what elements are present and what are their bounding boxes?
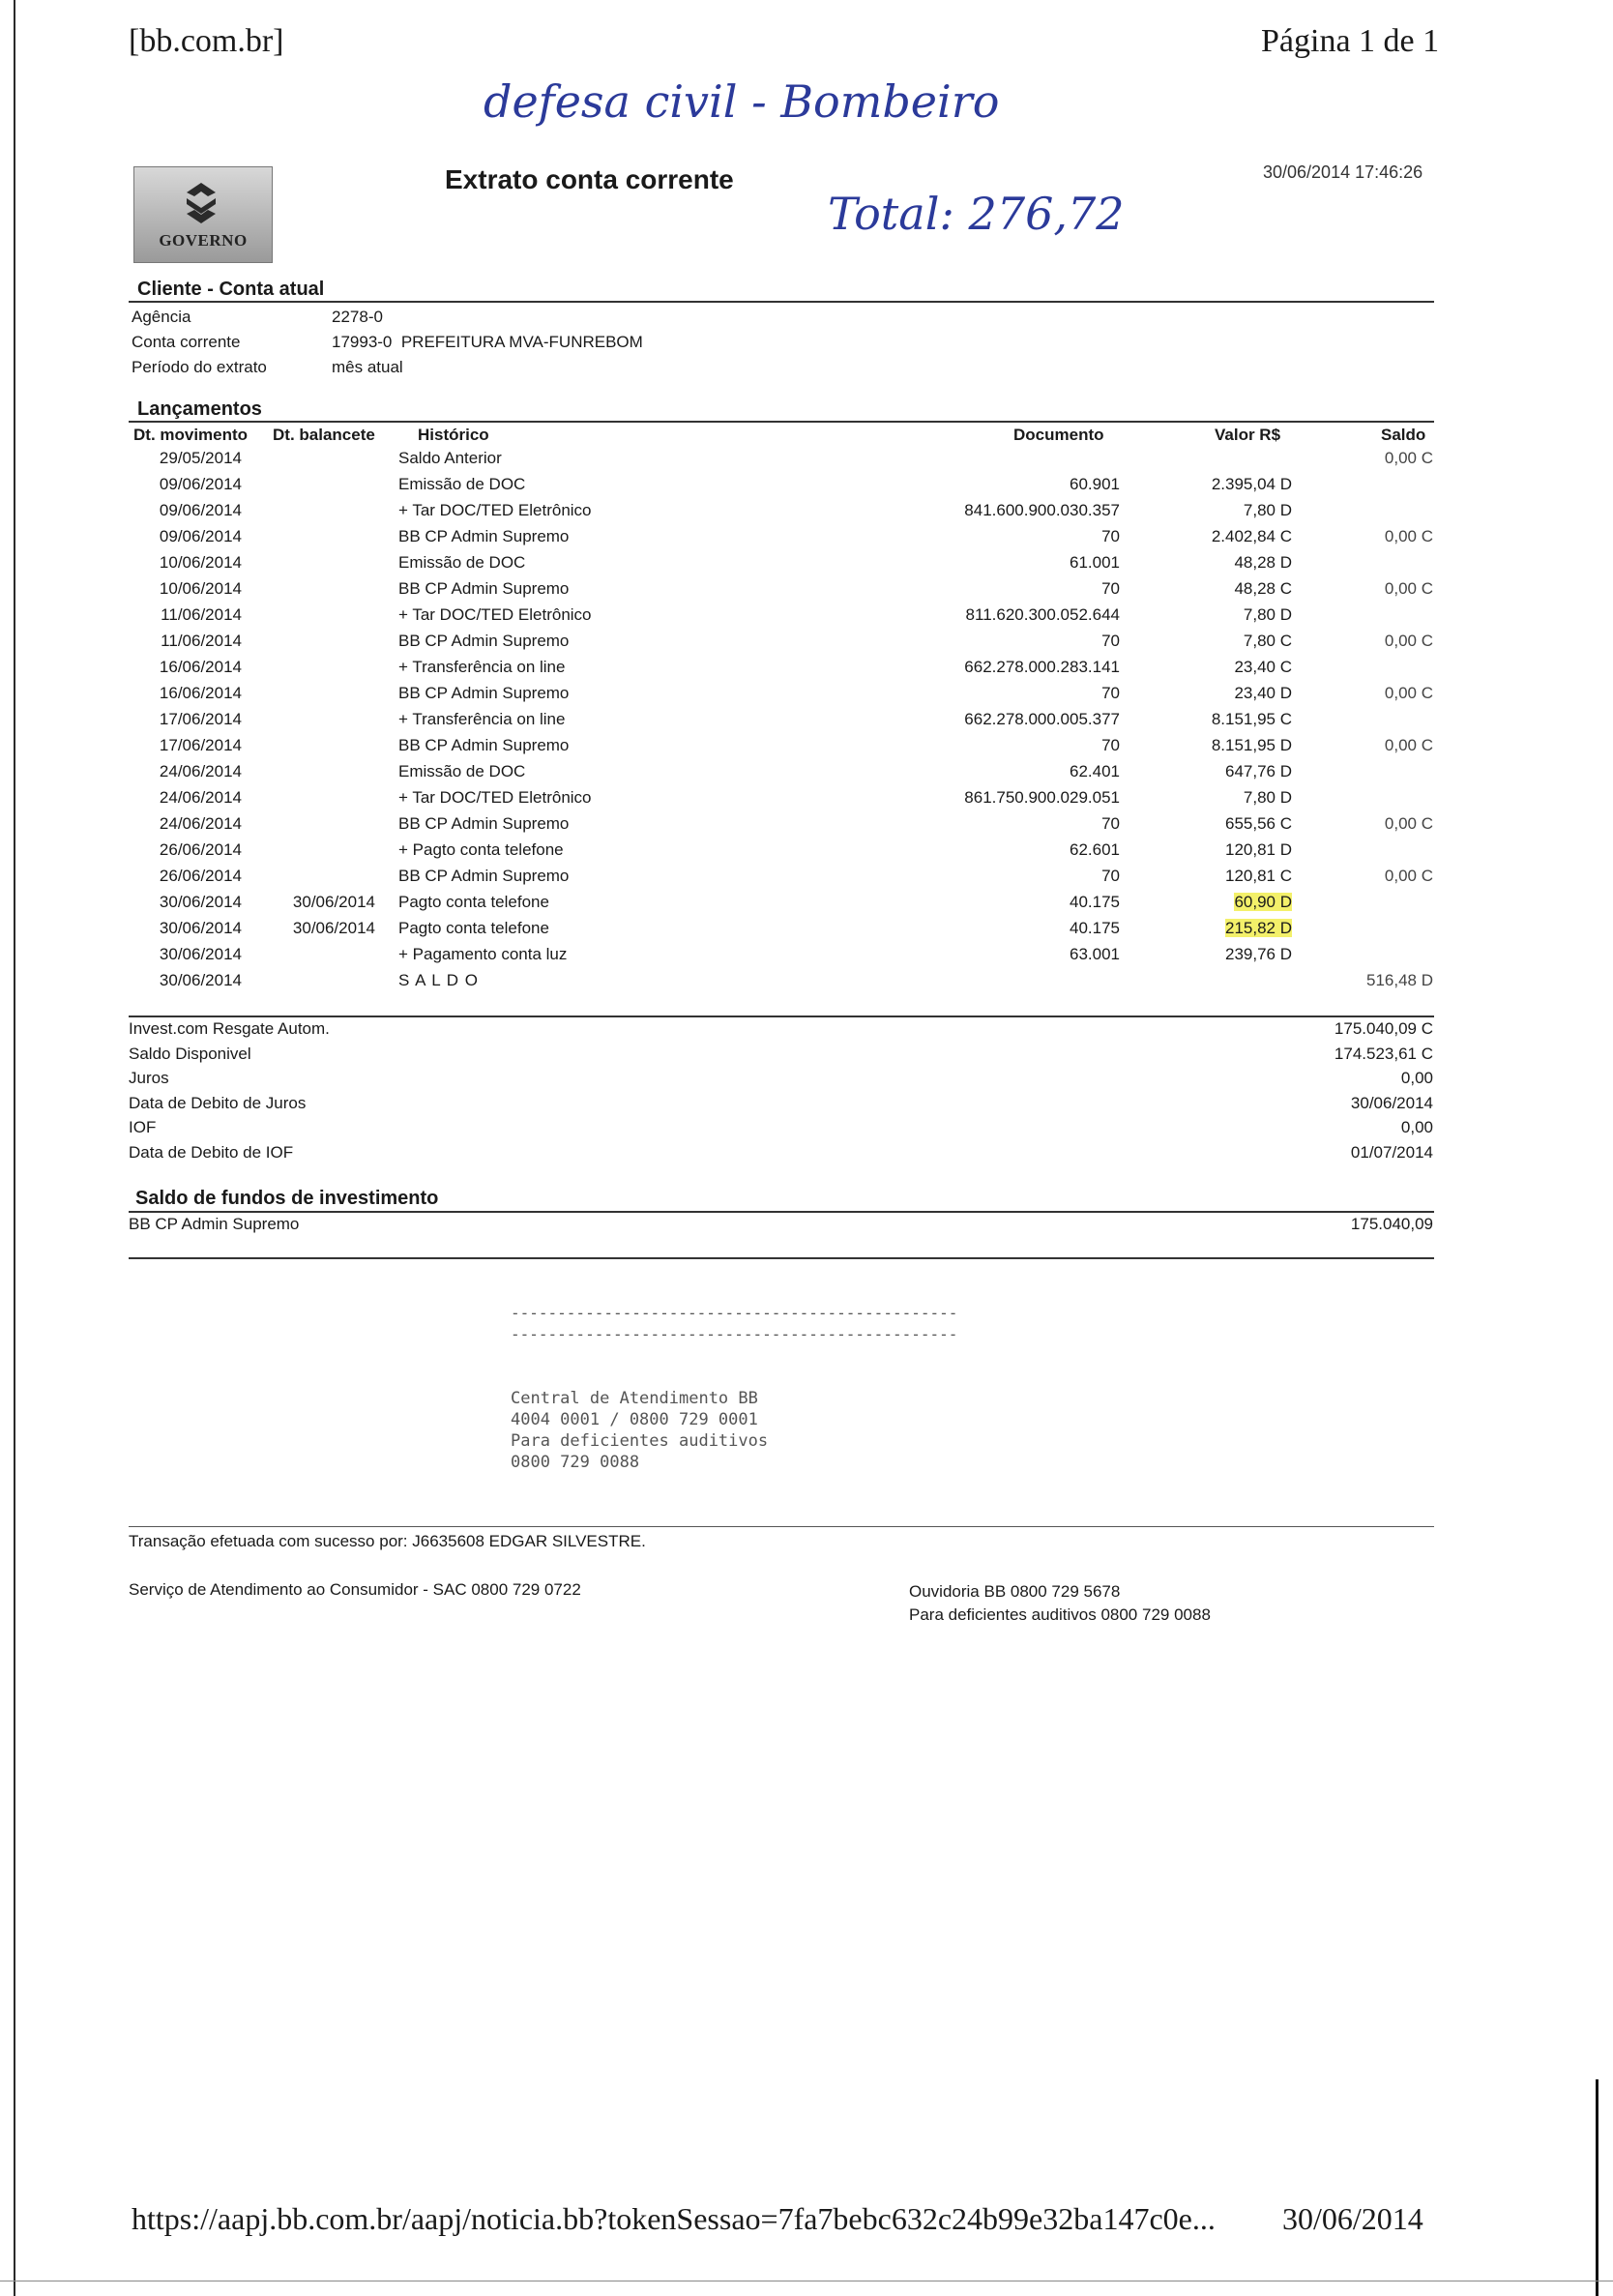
cell-historico: BB CP Admin Supremo (398, 579, 570, 598)
table-row (0, 736, 1613, 761)
table-row (0, 579, 1613, 604)
document-datetime: 30/06/2014 17:46:26 (1263, 162, 1423, 182)
scan-edge-right (1596, 2079, 1598, 2296)
cell-dt-movimento: 11/06/2014 (161, 605, 242, 624)
cell-historico: BB CP Admin Supremo (398, 736, 570, 754)
cell-dt-movimento: 26/06/2014 (159, 867, 242, 885)
cell-historico: + Tar DOC/TED Eletrônico (398, 501, 592, 519)
highlighted-value: 215,82 D (1225, 919, 1292, 937)
cell-valor (1131, 919, 1292, 938)
table-row (0, 658, 1613, 683)
table-row (0, 501, 1613, 526)
section-title-cliente: Cliente - Conta atual (137, 279, 325, 300)
cell-documento: 70 (1101, 814, 1120, 833)
cell-historico: + Pagto conta telefone (398, 840, 564, 859)
cell-valor: 7,80 D (1243, 788, 1292, 807)
cell-historico: Pagto conta telefone (398, 893, 549, 911)
table-row (0, 840, 1613, 866)
cell-dt-movimento: 10/06/2014 (159, 553, 242, 572)
transaction-text: Transação efetuada com sucesso por: J6635608 EDGAR SILVESTRE. (129, 1532, 646, 1550)
cell-saldo: 0,00 C (1384, 814, 1433, 833)
cell-dt-movimento: 17/06/2014 (159, 736, 242, 754)
cell-historico: Emissão de DOC (398, 762, 526, 780)
highlighted-value: 60,90 D (1234, 893, 1292, 911)
section-title-lancamentos: Lançamentos (137, 398, 262, 420)
table-row (0, 605, 1613, 631)
table-row (0, 475, 1613, 500)
cell-saldo: 0,00 C (1384, 449, 1433, 467)
cell-dt-movimento: 30/06/2014 (159, 893, 242, 911)
fund-value: 175.040,09 (1350, 1215, 1433, 1233)
table-row (0, 893, 1613, 918)
cell-dt-movimento: 11/06/2014 (161, 632, 242, 650)
cell-dt-balancete: 30/06/2014 (292, 919, 375, 937)
cell-dt-movimento: 30/06/2014 (159, 971, 242, 989)
cell-historico: BB CP Admin Supremo (398, 684, 570, 702)
sac-text: Serviço de Atendimento ao Consumidor - SAC 0800 729 0722 (129, 1580, 581, 1599)
cell-valor: 23,40 D (1234, 684, 1292, 702)
cell-valor: 23,40 C (1234, 658, 1292, 676)
cell-historico: Pagto conta telefone (398, 919, 549, 937)
cell-saldo: 0,00 C (1384, 632, 1433, 650)
cell-valor: 7,80 C (1243, 632, 1292, 650)
cell-valor: 8.151,95 C (1211, 710, 1292, 728)
page-url: https://aapj.bb.com.br/aapj/noticia.bb?tokenSessao=7fa7bebc632c24b99e32ba147c0e... (132, 2201, 1216, 2236)
summary-value: 174.523,61 C (1334, 1044, 1433, 1063)
cell-documento: 662.278.000.005.377 (964, 710, 1120, 728)
cell-documento: 61.001 (1070, 553, 1120, 572)
summary-value: 01/07/2014 (1350, 1142, 1433, 1162)
cell-saldo: 0,00 C (1384, 867, 1433, 885)
table-row (0, 710, 1613, 735)
summary-label: Data de Debito de IOF (129, 1142, 294, 1162)
cell-dt-movimento: 09/06/2014 (159, 475, 242, 493)
cell-valor (1131, 893, 1292, 912)
cell-historico: BB CP Admin Supremo (398, 527, 570, 545)
col-saldo: Saldo (1381, 426, 1426, 444)
cell-historico: Emissão de DOC (398, 475, 526, 493)
field-label: Agência (132, 308, 191, 326)
col-documento: Documento (1013, 426, 1104, 444)
cell-historico: BB CP Admin Supremo (398, 867, 570, 885)
cell-dt-movimento: 17/06/2014 (159, 710, 242, 728)
cell-saldo: 0,00 C (1384, 579, 1433, 598)
cell-historico: + Pagamento conta luz (398, 945, 568, 963)
summary-value: 0,00 (1400, 1118, 1433, 1136)
cell-historico: + Tar DOC/TED Eletrônico (398, 788, 592, 807)
ouvidoria-deficientes-text: Para deficientes auditivos 0800 729 0088 (909, 1605, 1211, 1624)
field-value: 17993-0 PREFEITURA MVA-FUNREBOM (332, 333, 643, 351)
cell-dt-movimento: 16/06/2014 (159, 658, 242, 676)
bb-logo-icon (177, 181, 225, 225)
cell-valor: 120,81 C (1225, 867, 1292, 885)
table-row (0, 971, 1613, 996)
summary-value: 175.040,09 C (1334, 1019, 1433, 1038)
cell-documento: 70 (1101, 527, 1120, 545)
summary-label: Invest.com Resgate Autom. (129, 1019, 330, 1038)
cell-dt-movimento: 30/06/2014 (159, 919, 242, 937)
cell-documento: 70 (1101, 867, 1120, 885)
cell-documento: 662.278.000.283.141 (964, 658, 1120, 676)
table-row (0, 527, 1613, 552)
cell-documento: 60.901 (1070, 475, 1120, 493)
divider (129, 1257, 1434, 1259)
cell-historico: S A L D O (398, 971, 480, 989)
bank-logo (133, 166, 273, 263)
handwritten-total: Total: 276,72 (828, 188, 1125, 240)
cell-dt-movimento: 29/05/2014 (159, 449, 242, 467)
cell-valor: 2.402,84 C (1211, 527, 1292, 545)
central-line: 4004 0001 / 0800 729 0001 (511, 1410, 758, 1429)
cell-valor: 7,80 D (1243, 501, 1292, 519)
cell-documento: 841.600.900.030.357 (964, 501, 1120, 519)
cell-saldo: 516,48 D (1366, 971, 1433, 989)
divider (129, 1526, 1434, 1527)
divider (129, 301, 1434, 303)
divider (129, 421, 1434, 423)
summary-label: Data de Debito de Juros (129, 1093, 307, 1112)
cell-dt-movimento: 09/06/2014 (159, 501, 242, 519)
cell-documento: 861.750.900.029.051 (964, 788, 1120, 807)
cell-valor: 2.395,04 D (1211, 475, 1292, 493)
summary-value: 0,00 (1400, 1069, 1433, 1087)
table-row (0, 919, 1613, 944)
cell-dt-movimento: 24/06/2014 (159, 788, 242, 807)
table-row (0, 788, 1613, 813)
cell-documento: 62.601 (1070, 840, 1120, 859)
field-value: 2278-0 (332, 308, 383, 326)
cell-dt-balancete: 30/06/2014 (292, 893, 375, 911)
cell-saldo: 0,00 C (1384, 527, 1433, 545)
summary-label: Juros (129, 1069, 169, 1087)
cell-documento: 70 (1101, 736, 1120, 754)
cell-historico: Emissão de DOC (398, 553, 526, 572)
col-valor: Valor R$ (1215, 426, 1281, 444)
cell-documento: 70 (1101, 632, 1120, 650)
field-label: Período do extrato (132, 358, 267, 376)
table-header (0, 426, 1613, 451)
dashed-separator: ------------------------------------------------ (511, 1325, 958, 1343)
field-value: mês atual (332, 358, 403, 376)
cell-dt-movimento: 10/06/2014 (159, 579, 242, 598)
cell-valor: 647,76 D (1225, 762, 1292, 780)
scan-edge-left (14, 0, 15, 2296)
cell-dt-movimento: 30/06/2014 (159, 945, 242, 963)
col-dt-balancete: Dt. balancete (273, 426, 375, 444)
field-label: Conta corrente (132, 333, 241, 351)
cell-valor: 8.151,95 D (1211, 736, 1292, 754)
cell-saldo: 0,00 C (1384, 684, 1433, 702)
cell-documento: 40.175 (1070, 919, 1120, 937)
cell-dt-movimento: 16/06/2014 (159, 684, 242, 702)
document-title: Extrato conta corrente (445, 164, 734, 194)
table-row (0, 632, 1613, 657)
cell-historico: BB CP Admin Supremo (398, 632, 570, 650)
cell-documento: 63.001 (1070, 945, 1120, 963)
cell-valor: 239,76 D (1225, 945, 1292, 963)
divider (129, 1211, 1434, 1213)
cell-historico: + Tar DOC/TED Eletrônico (398, 605, 592, 624)
fund-label: BB CP Admin Supremo (129, 1215, 300, 1233)
summary-value: 30/06/2014 (1350, 1093, 1433, 1112)
page-indicator: Página 1 de 1 (1261, 23, 1440, 59)
cell-documento: 62.401 (1070, 762, 1120, 780)
central-line: Central de Atendimento BB (511, 1389, 758, 1408)
site-label: [bb.com.br] (129, 23, 284, 59)
cell-valor: 48,28 D (1234, 553, 1292, 572)
cell-documento: 811.620.300.052.644 (965, 605, 1120, 624)
cell-valor: 48,28 C (1234, 579, 1292, 598)
cell-dt-movimento: 26/06/2014 (159, 840, 242, 859)
table-row (0, 945, 1613, 970)
cell-dt-movimento: 24/06/2014 (159, 762, 242, 780)
central-line: Para deficientes auditivos (511, 1431, 769, 1451)
table-row (0, 867, 1613, 892)
print-date: 30/06/2014 (1282, 2201, 1423, 2236)
cell-dt-movimento: 09/06/2014 (159, 527, 242, 545)
table-row (0, 553, 1613, 578)
cell-valor: 655,56 C (1225, 814, 1292, 833)
table-row (0, 814, 1613, 839)
table-row (0, 449, 1613, 474)
summary-label: Saldo Disponivel (129, 1044, 251, 1063)
col-dt-movimento: Dt. movimento (133, 426, 249, 444)
cell-documento: 70 (1101, 579, 1120, 598)
ouvidoria-text: Ouvidoria BB 0800 729 5678 (909, 1582, 1121, 1601)
handwritten-note: defesa civil - Bombeiro (484, 75, 1000, 128)
cell-historico: + Transferência on line (398, 710, 566, 728)
cell-saldo: 0,00 C (1384, 736, 1433, 754)
cell-historico: BB CP Admin Supremo (398, 814, 570, 833)
dashed-separator: ------------------------------------------------ (511, 1304, 958, 1322)
section-title-fundos: Saldo de fundos de investimento (135, 1188, 439, 1209)
summary-label: IOF (129, 1118, 157, 1136)
divider (129, 1016, 1434, 1017)
col-historico: Histórico (418, 426, 489, 444)
logo-text: GOVERNO (159, 231, 248, 250)
cell-valor: 7,80 D (1243, 605, 1292, 624)
table-row (0, 684, 1613, 709)
cell-valor: 120,81 D (1225, 840, 1292, 859)
cell-historico: + Transferência on line (398, 658, 566, 676)
cell-historico: Saldo Anterior (398, 449, 502, 467)
cell-dt-movimento: 24/06/2014 (159, 814, 242, 833)
table-row (0, 762, 1613, 787)
central-line: 0800 729 0088 (511, 1453, 640, 1472)
cell-documento: 70 (1101, 684, 1120, 702)
cell-documento: 40.175 (1070, 893, 1120, 911)
